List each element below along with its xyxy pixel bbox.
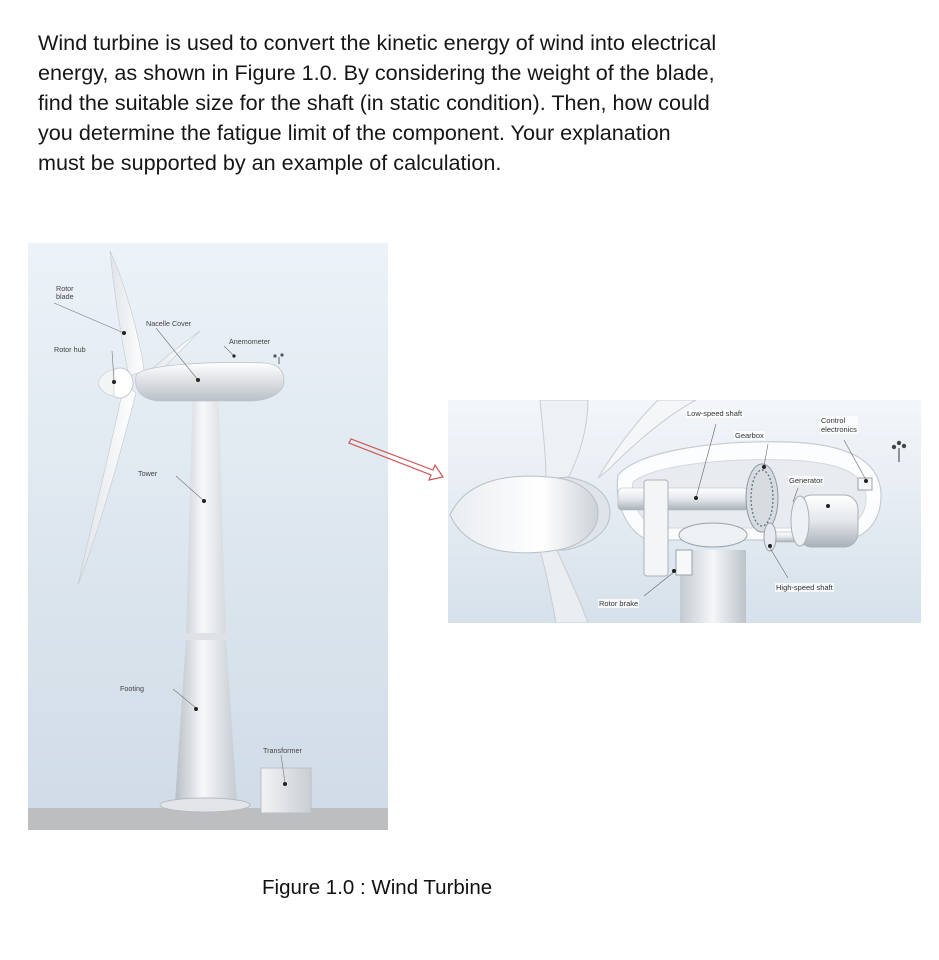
marker-dot bbox=[202, 499, 206, 503]
nacelle-cutaway-diagram bbox=[448, 400, 921, 623]
nacelle-cover-label: Nacelle Cover bbox=[146, 319, 192, 328]
rotor-blade-top bbox=[110, 251, 144, 376]
rotor-blade-label bbox=[56, 285, 74, 301]
tower-flange bbox=[183, 633, 229, 640]
blade-top bbox=[540, 400, 588, 482]
low-speed-shaft-label: Low-speed shaft bbox=[687, 409, 743, 418]
marker-dot bbox=[112, 380, 116, 384]
gearbox-label: Gearbox bbox=[735, 431, 764, 440]
rotor-blade-label-line: blade bbox=[56, 292, 74, 301]
rotor-brake-block bbox=[676, 550, 692, 575]
question-line: must be supported by an example of calculation. bbox=[38, 150, 502, 175]
high-speed-shaft-label: High-speed shaft bbox=[776, 583, 833, 592]
wind-turbine-diagram bbox=[28, 243, 388, 830]
marker-dot bbox=[194, 707, 198, 711]
question-line: Wind turbine is used to convert the kinetic energy of wind into electrical bbox=[38, 30, 717, 55]
spinner bbox=[98, 370, 114, 396]
generator-label: Generator bbox=[789, 476, 823, 485]
anemometer-label: Anemometer bbox=[229, 337, 271, 346]
tower bbox=[175, 383, 237, 803]
marker-dot bbox=[232, 354, 235, 357]
rotor-blade-label-line: Rotor bbox=[56, 284, 74, 293]
wind-turbine-illustration bbox=[28, 243, 388, 830]
yaw-bearing bbox=[679, 523, 747, 547]
question-line: you determine the fatigue limit of the component. Your explanation bbox=[38, 120, 671, 145]
anemometer-cup bbox=[892, 445, 896, 449]
marker-dot bbox=[672, 569, 676, 573]
question-text bbox=[38, 28, 874, 178]
figure-caption: Figure 1.0 : Wind Turbine bbox=[262, 876, 493, 899]
rotor-blade-bottom bbox=[78, 384, 136, 585]
rotor-hub-label: Rotor hub bbox=[54, 345, 86, 354]
nacelle bbox=[136, 363, 284, 401]
rotor-brake-label: Rotor brake bbox=[599, 599, 639, 608]
marker-dot bbox=[826, 504, 830, 508]
bearing-housing bbox=[644, 480, 668, 576]
footing-label: Footing bbox=[120, 684, 144, 693]
transformer-label: Transformer bbox=[263, 746, 302, 755]
anemometer-cup bbox=[280, 353, 283, 356]
control-electronics-label-line: electronics bbox=[821, 425, 857, 434]
question-line: find the suitable size for the shaft (in static condition). Then, how could bbox=[38, 90, 710, 115]
transformer-box bbox=[261, 768, 311, 813]
control-electronics-label-line: Control bbox=[821, 416, 846, 425]
marker-dot bbox=[762, 465, 766, 469]
question-line: energy, as shown in Figure 1.0. By considering the weight of the blade, bbox=[38, 60, 715, 85]
control-electronics-label bbox=[820, 416, 858, 434]
marker-dot bbox=[122, 331, 126, 335]
blade-lower bbox=[540, 548, 588, 623]
marker-dot bbox=[768, 544, 772, 548]
anemometer-cup bbox=[902, 444, 906, 448]
tower-label: Tower bbox=[138, 469, 158, 478]
generator-face bbox=[791, 496, 809, 546]
marker-dot bbox=[283, 782, 287, 786]
anemometer-cup bbox=[273, 354, 276, 357]
anemometer-cup bbox=[897, 441, 901, 445]
low-speed-shaft bbox=[618, 488, 748, 510]
marker-dot bbox=[196, 378, 200, 382]
marker-dot bbox=[864, 479, 868, 483]
tower-footing-base bbox=[160, 798, 250, 812]
marker-dot bbox=[694, 496, 698, 500]
